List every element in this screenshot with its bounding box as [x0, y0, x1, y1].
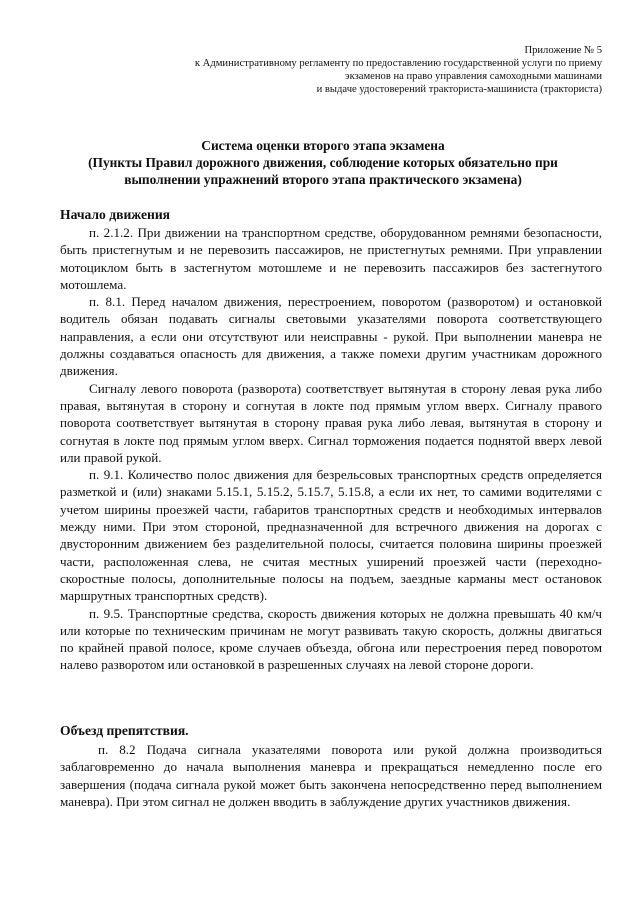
appendix-exam-line: экзаменов на право управления самоходными машинами	[345, 71, 602, 82]
title-line-3: выполнении упражнений второго этапа практического экзамена)	[124, 172, 522, 187]
document-title	[40, 137, 606, 188]
appendix-regulation-line: к Административному регламенту по предоставлению государственной услуги по приему	[194, 58, 602, 69]
appendix-license-line: и выдаче удостоверений тракториста-машиниста (тракториста)	[316, 84, 602, 95]
title-line-2: (Пункты Правил дорожного движения, соблюдение которых обязательно при	[88, 155, 558, 170]
paragraph-8-2: п. 8.2 Подача сигнала указателями поворота или рукой должна производиться заблаговременно до начала выполнения маневра и прекращаться немедленно после его завершения (подача сигнала рукой может быть закончена непосредственно перед выполнением маневра). При этом сигнал не должен вводить в заблуждение других участников движения.	[60, 742, 602, 809]
paragraph-9-5: п. 9.5. Транспортные средства, скорость движения которых не должна превышать 40 км/ч или которые по техническим причинам не могут развивать такую скорость, должны двигаться по крайней правой полосе, кроме случаев объезда, обгона или перестроения перед поворотом налево разворотом или остановкой в разрешенных случаях на левой стороне дороги.	[60, 605, 602, 673]
section-heading-obstacle: Объезд препятствия.	[60, 723, 189, 738]
section-heading-start: Начало движения	[60, 207, 171, 222]
appendix-header	[82, 44, 602, 96]
paragraph-turn-signals: Сигналу левого поворота (разворота) соответствует вытянутая в сторону левая рука либо правая, вытянутая в сторону и согнутая в локте под прямым углом вверх. Сигналу правого поворота соответствует вытянутая в сторону правая рука либо левая, вытянутая в сторону и согнутая в локте под прямым углом вверх. Сигнал торможения подается поднятой вверх левой или правой рукой.	[60, 380, 602, 465]
title-line-1: Система оценки второго этапа экзамена	[201, 138, 445, 153]
paragraph-8-1: п. 8.1. Перед началом движения, перестроением, поворотом (разворотом) и остановкой водитель обязан подавать сигналы световыми указателями поворота соответствующего направления, а если они отсутствуют или неисправны - рукой. При выполнении маневра не должны создаваться опасность для движения, а также помехи другим участникам дорожного движения.	[60, 294, 602, 379]
section-start-body	[60, 224, 602, 674]
appendix-number: Приложение № 5	[524, 45, 602, 56]
paragraph-9-1: п. 9.1. Количество полос движения для безрельсовых транспортных средств определяется разметкой и (или) знаками 5.15.1, 5.15.2, 5.15.7, 5.15.8, а если их нет, то самими водителями с учетом ширины проезжей части, габаритов транспортных средств и необходимых интервалов между ними. При этом стороной, предназначенной для встречного движения на дорогах с двусторонним движением без разделительной полосы, считается половина ширины проезжей части, расположенная слева, не считая местных уширений проезжей части (переходно-скоростные полосы, дополнительные полосы на подъем, заездные карманы мест остановок маршрутных транспортных средств).	[60, 467, 602, 604]
paragraph-2-1-2: п. 2.1.2. При движении на транспортном средстве, оборудованном ремнями безопасности, быть пристегнутым и не перевозить пассажиров, не пристегнутых ремнями. При управлении мотоциклом быть в застегнутом мотошлеме и не перевозить пассажиров без застегнутого мотошлема.	[60, 225, 602, 292]
section-obstacle-body	[60, 741, 602, 810]
